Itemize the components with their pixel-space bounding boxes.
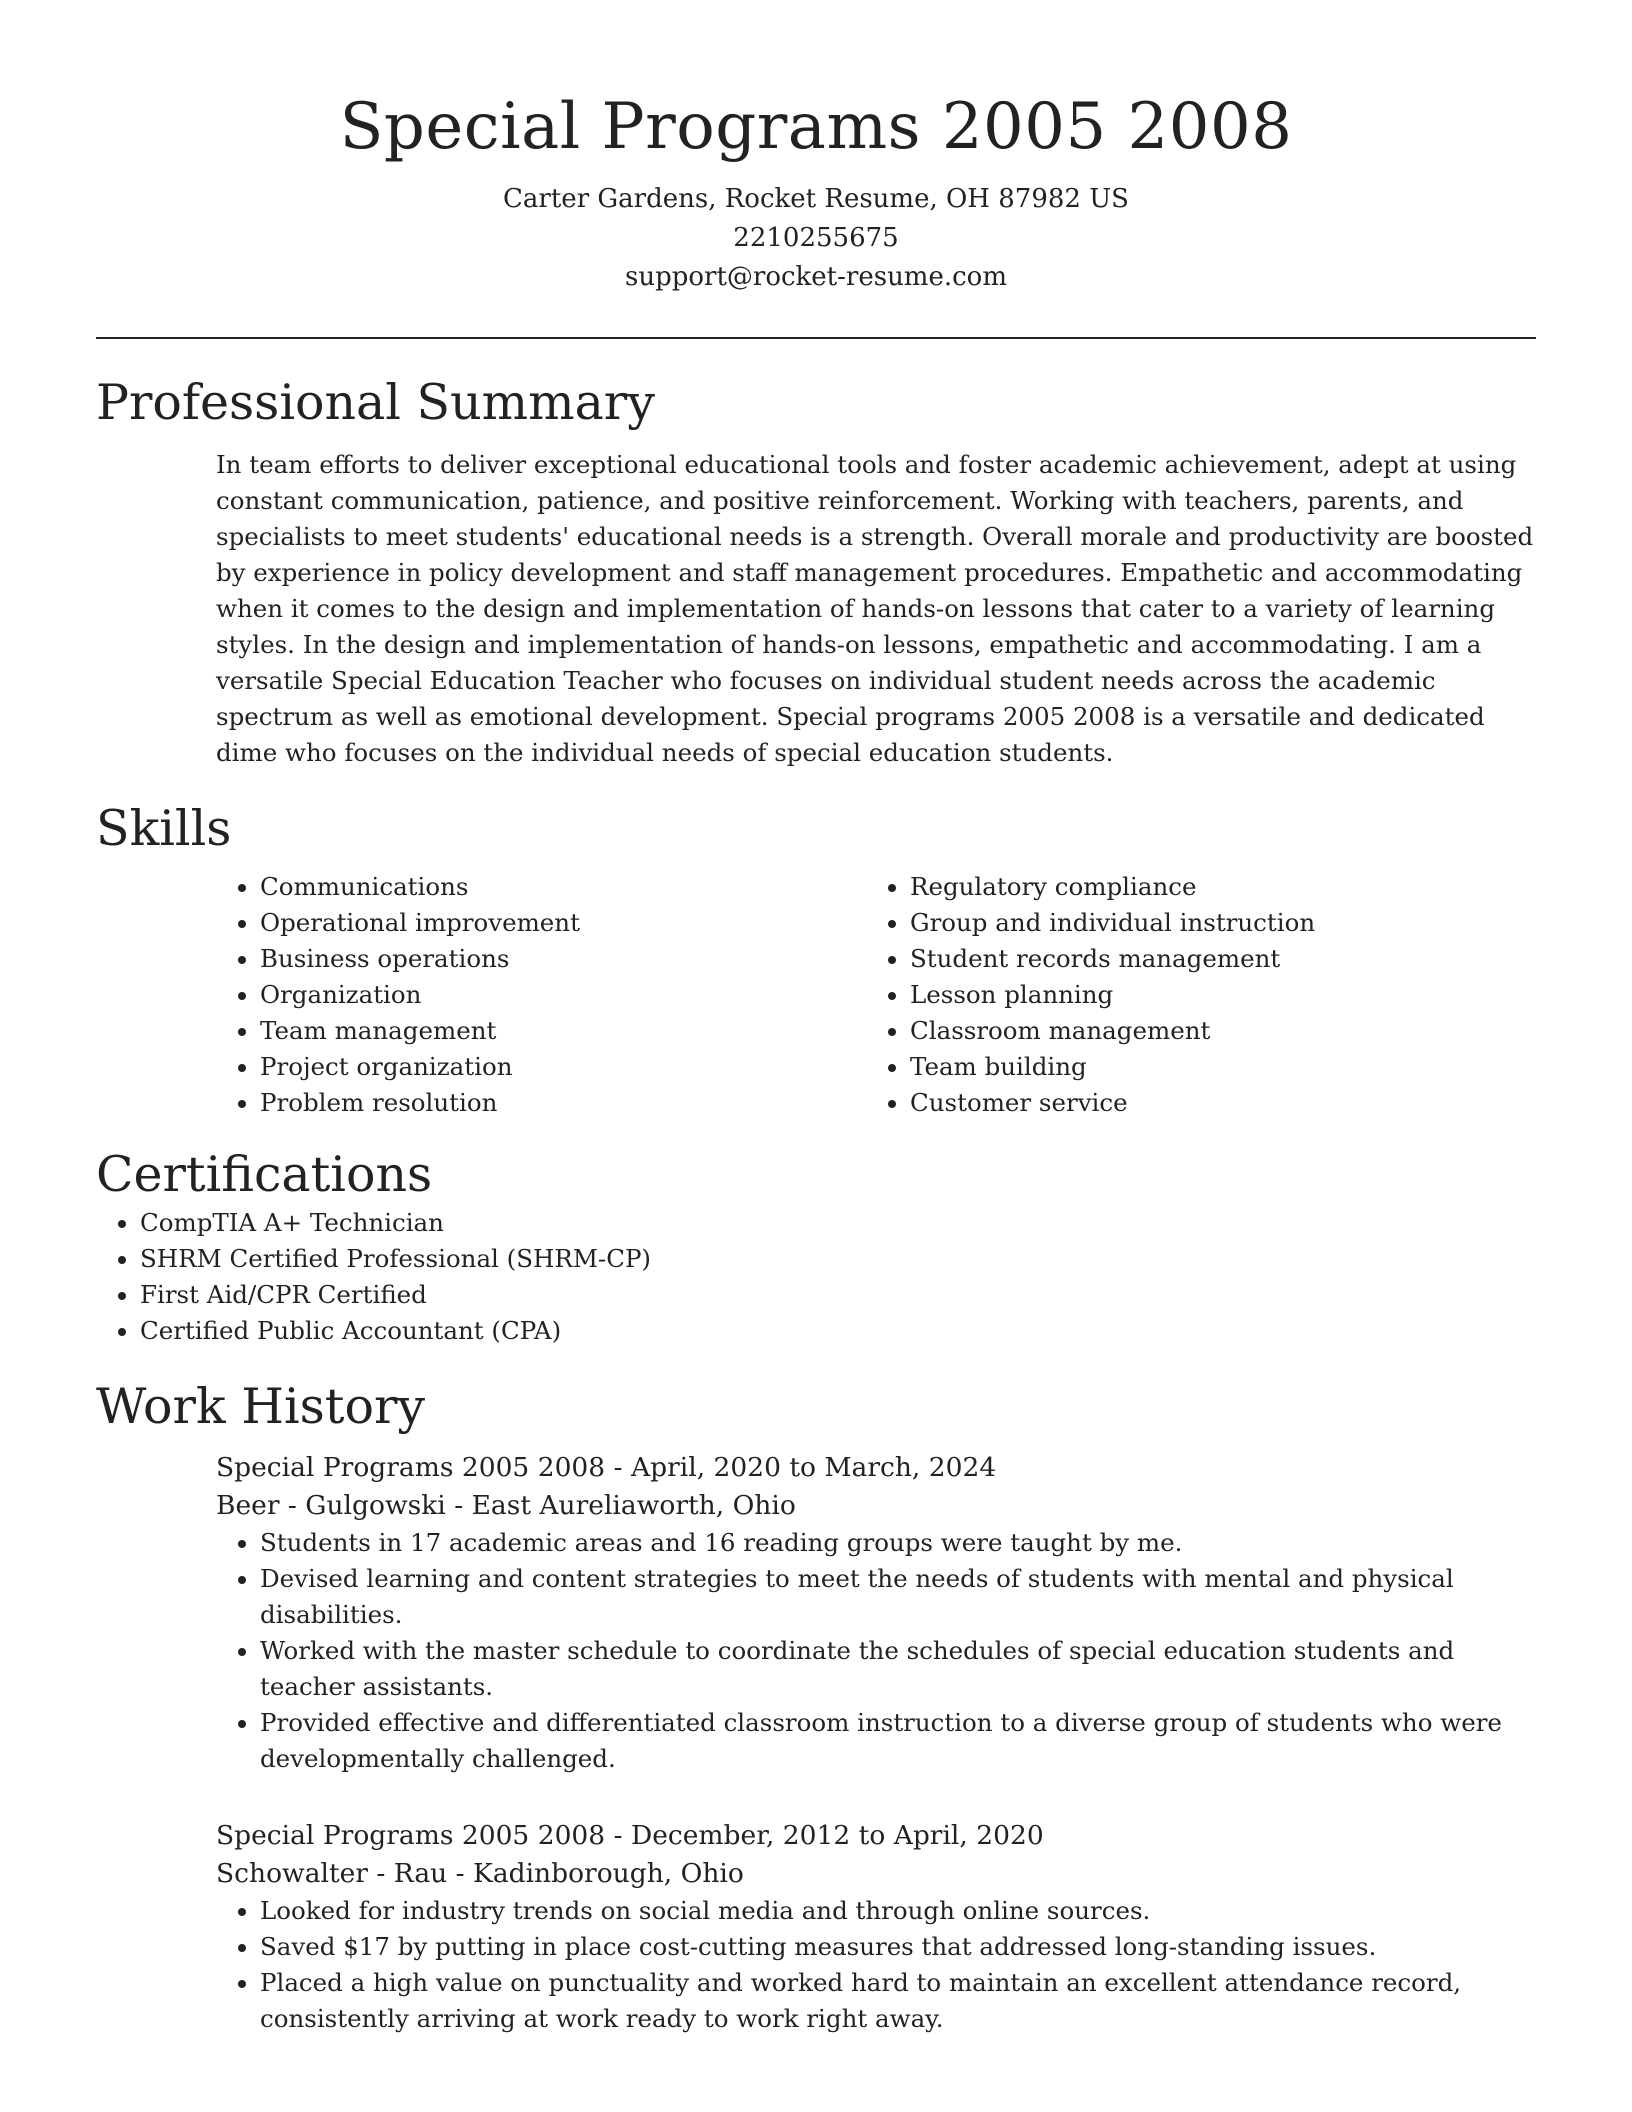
job-title: Special Programs 2005 2008	[216, 1452, 606, 1483]
skills-list-right	[866, 869, 1516, 1121]
summary-text: In team efforts to deliver exceptional educational tools and foster academic achievement, adept at using constant communication, patience, and positive reinforcement. Working with teachers, parents, and specialists to meet students' educational needs is a strength. Overall morale and productivity are boosted by experience in policy development and staff management procedures. Empathetic and accommodating when it comes to the design and implementation of hands-on lessons that cater to a variety of learning styles. In the design and implementation of hands-on lessons, empathetic and accommodating. I am a versatile Special Education Teacher who focuses on individual student needs across the academic spectrum as well as emotional development. Special programs 2005 2008 is a versatile and dedicated dime who focuses on the individual needs of special education students.	[216, 450, 1534, 767]
certifications-heading: Certifications	[96, 1146, 433, 1203]
summary-heading: Professional Summary	[96, 374, 655, 431]
certification-item: • Certified Public Accountant (CPA)	[140, 1313, 1536, 1349]
skills-columns	[216, 869, 1536, 1121]
job-bullet: • Provided effective and differentiated classroom instruction to a diverse group of students who were developmentally challenged.	[260, 1705, 1546, 1777]
job-entry	[216, 1817, 1546, 2037]
work-history-section	[96, 1377, 1536, 2037]
job-bullet: • Students in 17 academic areas and 16 reading groups were taught by me.	[260, 1525, 1546, 1561]
job-location: Kadinborough, Ohio	[473, 1858, 744, 1889]
job-dates: December, 2012 to April, 2020	[630, 1820, 1044, 1851]
job-entry	[216, 1449, 1546, 1777]
skill-item: • Regulatory compliance	[910, 869, 1516, 905]
skills-list-left	[216, 869, 866, 1121]
skill-item: • Communications	[260, 869, 866, 905]
phone: 2210255675	[733, 223, 899, 253]
header-divider	[96, 337, 1536, 339]
skills-column-right	[866, 869, 1516, 1121]
candidate-name: Special Programs 2005 2008	[339, 90, 1293, 164]
job-company-line: Schowalter - Rau - Kadinborough, Ohio	[216, 1858, 744, 1889]
skill-item: • Customer service	[910, 1085, 1516, 1121]
skills-column-left	[216, 869, 866, 1121]
job-dates: April, 2020 to March, 2024	[630, 1452, 997, 1483]
job-bullets	[216, 1893, 1546, 2037]
job-title-line: Special Programs 2005 2008 - April, 2020 to March, 2024	[216, 1452, 997, 1483]
skill-item: • Operational improvement	[260, 905, 866, 941]
summary-section	[96, 373, 1536, 771]
skill-item: • Classroom management	[910, 1013, 1516, 1049]
job-bullet: • Placed a high value on punctuality and worked hard to maintain an excellent attendance record, consistently arriving at work ready to work right away.	[260, 1965, 1546, 2037]
skill-item: • Problem resolution	[260, 1085, 866, 1121]
job-title-line: Special Programs 2005 2008 - December, 2012 to April, 2020	[216, 1820, 1044, 1851]
job-company-line: Beer - Gulgowski - East Aureliaworth, Ohio	[216, 1490, 796, 1521]
job-bullet: • Saved $17 by putting in place cost-cutting measures that addressed long-standing issues.	[260, 1929, 1546, 1965]
job-title: Special Programs 2005 2008	[216, 1820, 606, 1851]
job-bullet: • Worked with the master schedule to coordinate the schedules of special education students and teacher assistants.	[260, 1633, 1546, 1705]
address: Carter Gardens, Rocket Resume, OH 87982 US	[503, 184, 1129, 214]
skill-item: • Team building	[910, 1049, 1516, 1085]
work-history-heading: Work History	[96, 1378, 426, 1435]
job-company: Schowalter - Rau	[216, 1858, 448, 1889]
certification-item: • SHRM Certified Professional (SHRM-CP)	[140, 1241, 1536, 1277]
job-company: Beer - Gulgowski	[216, 1490, 446, 1521]
job-bullet: • Looked for industry trends on social media and through online sources.	[260, 1893, 1546, 1929]
skill-item: • Group and individual instruction	[910, 905, 1516, 941]
job-bullets	[216, 1525, 1546, 1777]
skills-section	[96, 799, 1536, 1121]
job-location: East Aureliaworth, Ohio	[471, 1490, 796, 1521]
skill-item: • Project organization	[260, 1049, 866, 1085]
skill-item: • Student records management	[910, 941, 1516, 977]
job-bullet: • Devised learning and content strategies to meet the needs of students with mental and physical disabilities.	[260, 1561, 1546, 1633]
certifications-section	[96, 1145, 1536, 1349]
resume-page	[96, 0, 1536, 2037]
skill-item: • Lesson planning	[910, 977, 1516, 1013]
skill-item: • Organization	[260, 977, 866, 1013]
contact-block	[96, 180, 1536, 297]
certification-item: • CompTIA A+ Technician	[140, 1205, 1536, 1241]
certifications-list	[96, 1205, 1536, 1349]
skill-item: • Team management	[260, 1013, 866, 1049]
email: support@rocket-resume.com	[624, 262, 1007, 292]
certification-item: • First Aid/CPR Certified	[140, 1277, 1536, 1313]
skill-item: • Business operations	[260, 941, 866, 977]
skills-heading: Skills	[96, 800, 232, 857]
